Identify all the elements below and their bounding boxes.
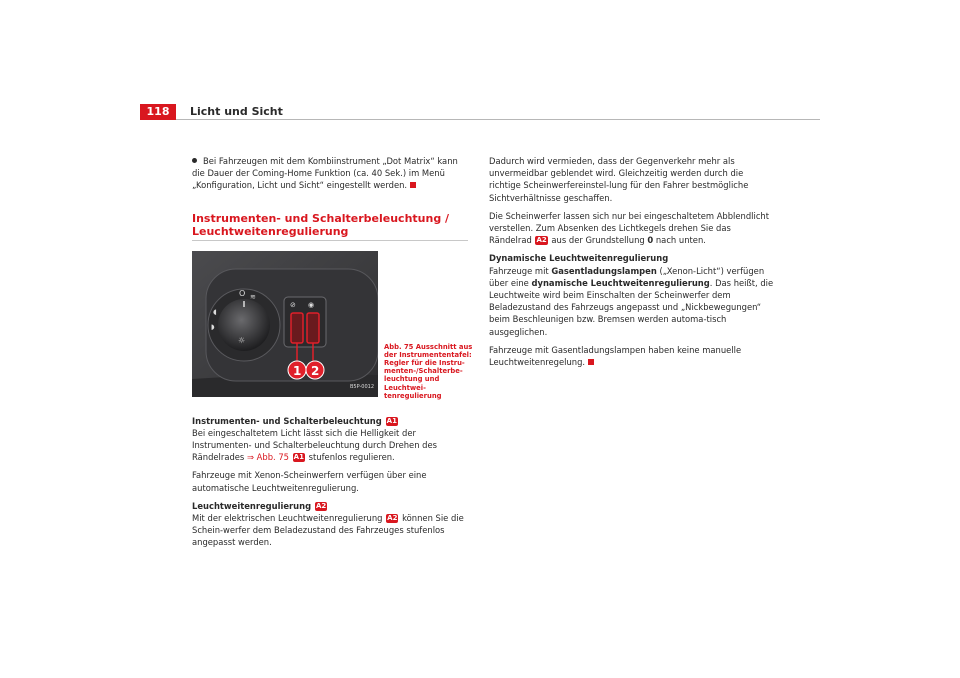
figure-block [192, 251, 473, 403]
text-span: Fahrzeuge mit Gasentladungslampen haben keine manuelle Leuchtweitenregelung. [489, 344, 742, 368]
glare-paragraph: Dadurch wird vermieden, dass der Gegenverkehr mehr als unvermeidbar geblendet wird. Gleichzeitig werden durch die richtige Scheinwerfereinstel-lung für den Fahrer bestmögliche Sichtverhältnisse geschaffen. [489, 156, 749, 203]
text-span: Fahrzeuge mit [489, 265, 549, 276]
callout-a1-badge: A1 [386, 416, 397, 425]
end-of-section-icon [588, 359, 594, 365]
figure-caption: Abb. 75 Ausschnitt aus der Instrumententafel: Regler für die Instru-menten-/Schalterbe-leuchtung und Leuchtwei-tenregulierung [384, 342, 473, 400]
svg-text:⊘: ⊘ [290, 300, 296, 309]
adjustment-paragraph [489, 210, 774, 247]
subsection-heading-dynamic: Dynamische Leuchtweitenregulierung [489, 253, 669, 264]
text-span: können Sie die Schein-werfer dem Beladezustand des Fahrzeuges stufenlos angepasst werden. [192, 513, 464, 548]
svg-text:☼: ☼ [238, 335, 246, 345]
figure-label-2: 2 [311, 363, 320, 378]
figure-label-1: 1 [293, 363, 302, 378]
intro-paragraph [192, 155, 468, 192]
subsection-heading-headlight-range [192, 500, 468, 512]
subsection-heading-text: Instrumenten- und Schalterbeleuchtung [192, 415, 382, 426]
svg-text:◗: ◗ [211, 322, 215, 331]
reference-arrow-icon: ⇒ [246, 452, 254, 463]
text-span: . Das heißt, die Leuchtweite wird beim Einschalten der Scheinwerfer dem Beladezustand des Fahrzeugs angepasst und „Nickbewegungen“ beim Beschleunigen bzw. Bremsen werden automa-tisch ausgeglichen. [489, 277, 774, 337]
end-of-section-icon [410, 182, 416, 188]
light-switch-illustration [192, 251, 378, 397]
section-title: Instrumenten- und Schalterbeleuchtung / Leuchtweitenregulierung [192, 212, 468, 241]
text-span: Die Scheinwerfer lassen sich nur bei eingeschaltetem Abblendlicht verstellen. Zum Absenken des Lichtkegels drehen Sie das Rändelrad [489, 210, 770, 246]
svg-text:◉: ◉ [308, 300, 315, 309]
callout-a2-badge: A2 [536, 236, 547, 245]
svg-text:O: O [239, 288, 246, 298]
svg-text:◖: ◖ [213, 307, 217, 316]
text-span: („Xenon-Licht“) verfügen über eine [489, 265, 765, 288]
figure-code: B5P-0012 [349, 384, 374, 391]
text-span: stufenlos regulieren. [308, 452, 395, 463]
text-span: aus der Grundstellung [551, 235, 645, 246]
page-number: 118 [140, 104, 176, 120]
text-span: nach unten. [655, 235, 706, 246]
dynamic-paragraph [489, 265, 774, 338]
headlight-range-paragraph [192, 512, 468, 549]
chapter-title: Licht und Sicht [190, 105, 283, 118]
xenon-paragraph: Fahrzeuge mit Xenon-Scheinwerfern verfügen über eine automatische Leuchtweitenregulierung. [192, 470, 427, 493]
text-span: Bei eingeschaltetem Licht lässt sich die Helligkeit der Instrumenten- und Schalterbeleuchtung durch Drehen des Rändelrades [192, 427, 438, 463]
bullet-icon [192, 158, 197, 163]
figure-reference-link[interactable]: Abb. 75 [256, 452, 289, 463]
callout-a2-badge: A2 [387, 514, 398, 523]
bold-term: dynamische Leuchtweitenregulierung [531, 277, 710, 288]
dashboard-switch-figure [192, 251, 378, 397]
subsection-heading-instrument-lighting [192, 415, 468, 427]
text-span: Mit der elektrischen Leuchtweitenregulierung [192, 513, 383, 524]
svg-text:≋: ≋ [250, 292, 256, 301]
position-zero: 0 [647, 235, 654, 246]
subsection-heading-text: Leuchtweitenregulierung [192, 500, 312, 511]
bold-term: Gasentladungslampen [551, 265, 657, 276]
manual-regulation-paragraph [489, 344, 774, 368]
callout-a2-badge: A2 [316, 501, 327, 510]
instrument-lighting-paragraph [192, 427, 468, 464]
callout-a1-badge: A1 [293, 453, 304, 462]
left-column [192, 155, 473, 555]
intro-text: Bei Fahrzeugen mit dem Kombiinstrument „Dot Matrix“ kann die Dauer der Coming-Home Funktion (ca. 40 Sek.) im Menü „Konfiguration, Licht und Sicht“ eingestellt werden. [192, 156, 458, 191]
right-column [489, 155, 774, 374]
header-rule [176, 119, 820, 120]
